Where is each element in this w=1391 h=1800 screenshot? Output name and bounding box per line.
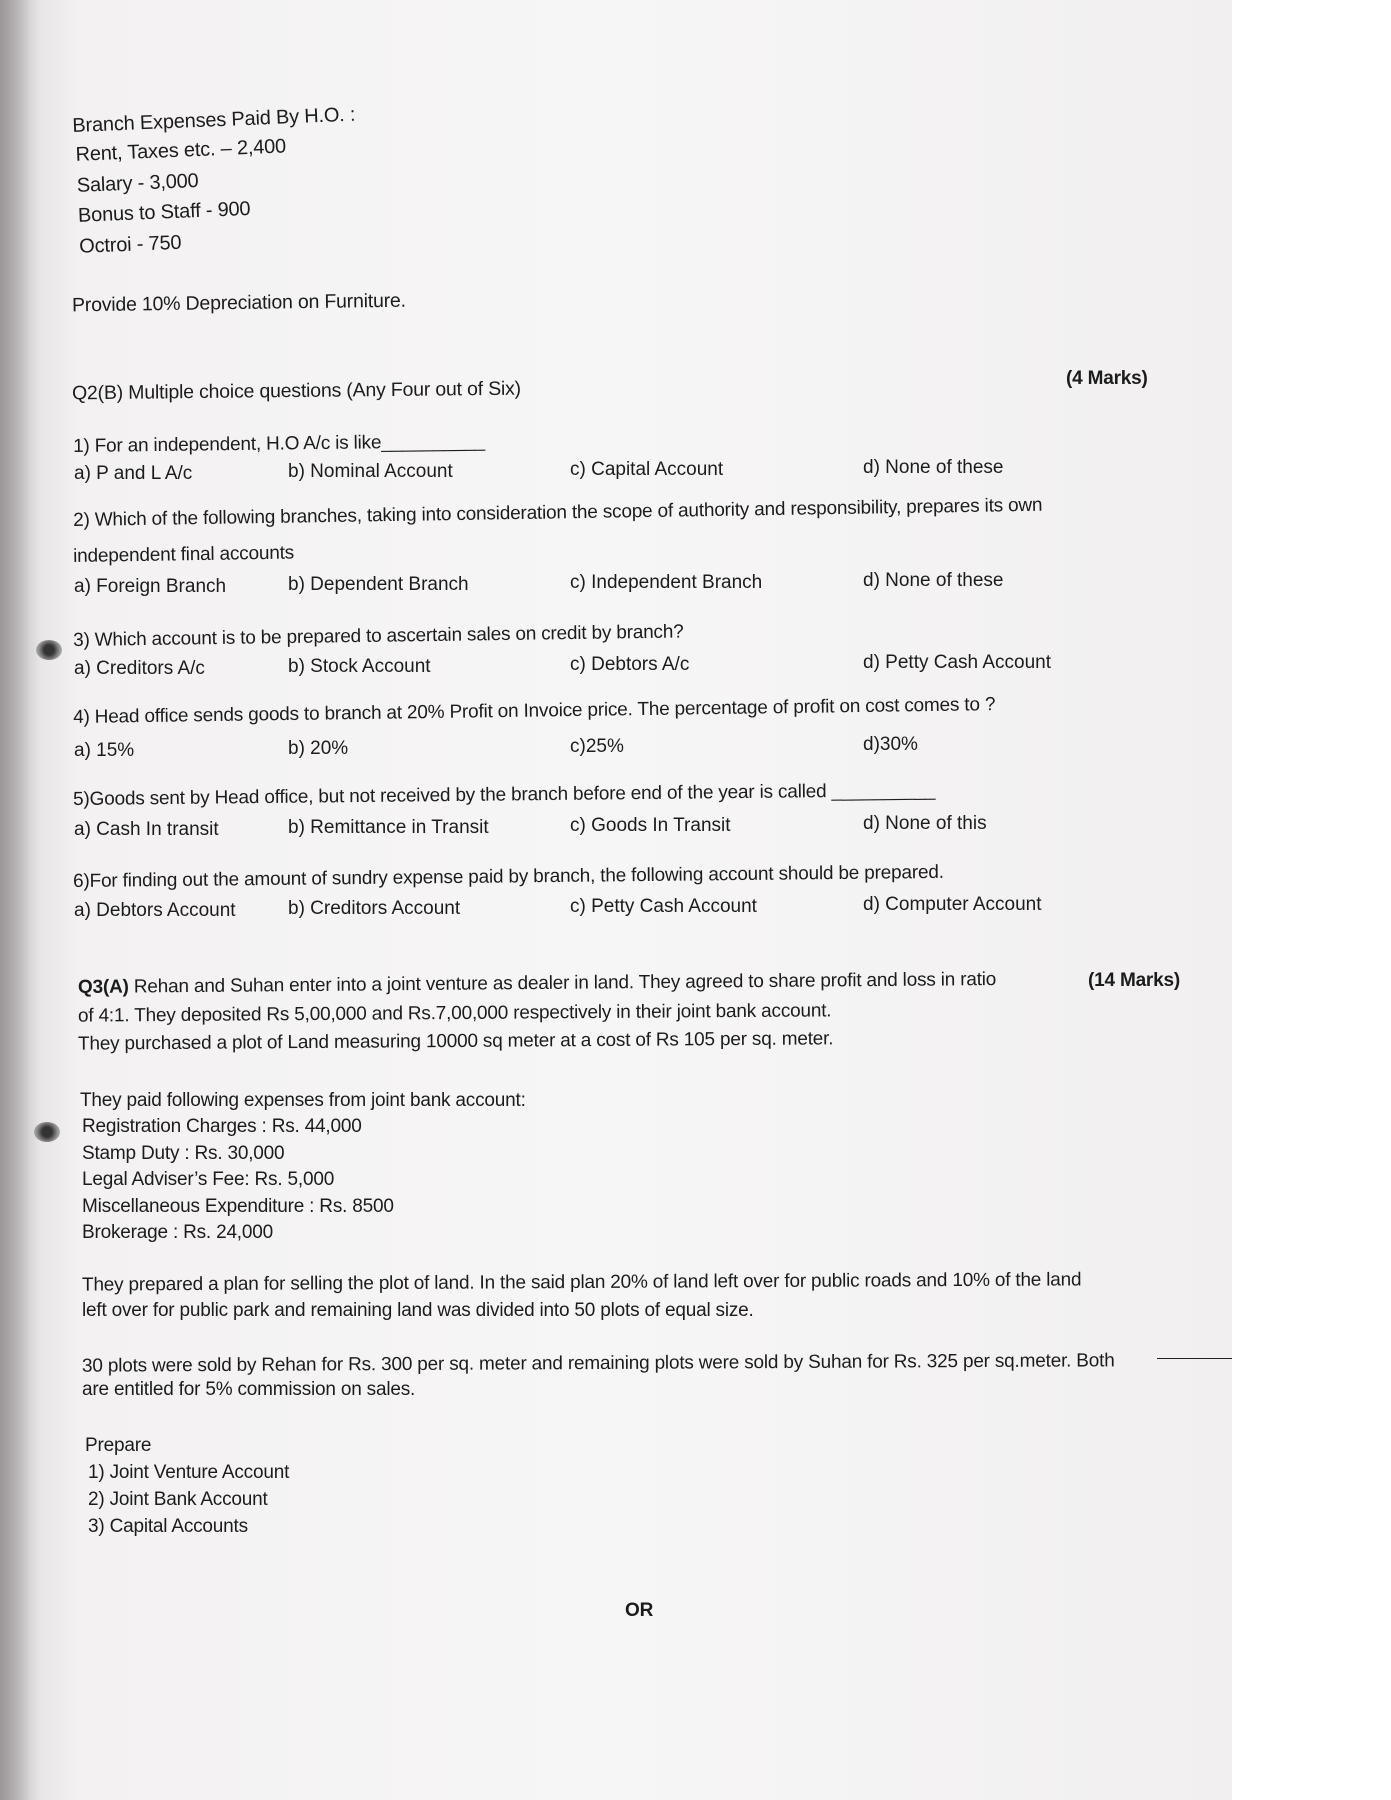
expense-item: Octroi - 750 xyxy=(78,231,182,258)
expense-line: Legal Adviser’s Fee: Rs. 5,000 xyxy=(82,1169,335,1190)
expense-item: Bonus to Staff - 900 xyxy=(77,197,251,227)
option-c: c) Debtors A/c xyxy=(570,654,690,675)
sales-line: 30 plots were sold by Rehan for Rs. 300 per sq. meter and remaining plots were sold by Suhan for Rs. 325 per sq.meter. Both xyxy=(81,1350,1115,1377)
option-c: c) Independent Branch xyxy=(570,572,763,593)
expense-line: Registration Charges : Rs. 44,000 xyxy=(82,1116,362,1137)
question-text: 5)Goods sent by Head office, but not received by the branch before end of the year is called __________ xyxy=(73,779,936,810)
q3a-label: Q3(A) xyxy=(77,976,129,999)
q2b-marks: (4 Marks) xyxy=(1066,368,1148,389)
or-label: OR xyxy=(625,1600,654,1621)
expenses-heading: They paid following expenses from joint bank account: xyxy=(80,1090,526,1111)
option-b: b) Creditors Account xyxy=(288,898,461,919)
expense-item: Rent, Taxes etc. – 2,400 xyxy=(75,135,287,166)
option-b: b) Nominal Account xyxy=(288,461,453,482)
section-heading: Branch Expenses Paid By H.O. : xyxy=(72,103,356,137)
plan-line: They prepared a plan for selling the plot of land. In the said plan 20% of land left over for public roads and 10% of the land xyxy=(81,1269,1082,1296)
question-text: 6)For finding out the amount of sundry expense paid by branch, the following account should be prepared. xyxy=(73,861,944,892)
q3a-intro-line: of 4:1. They deposited Rs 5,00,000 and Rs.7,00,000 respectively in their joint bank account. xyxy=(77,1000,832,1027)
question-text: independent final accounts xyxy=(73,542,295,567)
option-a: a) 15% xyxy=(74,740,135,761)
option-d: d)30% xyxy=(863,734,918,755)
prepare-item: 1) Joint Venture Account xyxy=(88,1462,290,1483)
question-text: 2) Which of the following branches, taking into consideration the scope of authority and responsibility, prepares its own xyxy=(73,494,1043,531)
q3a-intro-line: Rehan and Suhan enter into a joint venture as dealer in land. They agreed to share profit and loss in ratio xyxy=(133,968,997,998)
prepare-item: 3) Capital Accounts xyxy=(88,1516,248,1537)
q3a-marks: (14 Marks) xyxy=(1088,970,1180,991)
option-a: a) Cash In transit xyxy=(74,819,219,840)
option-c: c) Goods In Transit xyxy=(570,815,731,836)
option-d: d) None of these xyxy=(863,457,1004,478)
option-b: b) Stock Account xyxy=(288,656,431,677)
prepare-item: 2) Joint Bank Account xyxy=(88,1489,268,1510)
option-a: a) Foreign Branch xyxy=(74,576,227,597)
option-b: b) Dependent Branch xyxy=(288,574,469,595)
expense-line: Stamp Duty : Rs. 30,000 xyxy=(82,1143,285,1164)
q3a-intro-line: They purchased a plot of Land measuring 10000 sq meter at a cost of Rs 105 per sq. meter. xyxy=(77,1028,834,1055)
expense-item: Salary - 3,000 xyxy=(76,169,199,197)
depreciation-note: Provide 10% Depreciation on Furniture. xyxy=(71,289,406,317)
option-a: a) P and L A/c xyxy=(74,463,193,484)
binder-ring-icon xyxy=(36,640,62,660)
question-text: 1) For an independent, H.O A/c is like__________ xyxy=(73,430,486,457)
prepare-heading: Prepare xyxy=(85,1435,152,1456)
option-c: c) Capital Account xyxy=(570,459,724,480)
option-d: d) Computer Account xyxy=(863,894,1042,915)
binder-ring-icon xyxy=(34,1122,60,1142)
expense-line: Brokerage : Rs. 24,000 xyxy=(82,1222,273,1243)
option-b: b) 20% xyxy=(288,738,349,759)
sales-line: are entitled for 5% commission on sales. xyxy=(82,1379,416,1400)
q2b-title: Q2(B) Multiple choice questions (Any Four out of Six) xyxy=(71,377,522,405)
plan-line: left over for public park and remaining land was divided into 50 plots of equal size. xyxy=(82,1300,754,1321)
margin-line xyxy=(1157,1358,1232,1359)
option-d: d) None of this xyxy=(863,813,987,834)
expense-line: Miscellaneous Expenditure : Rs. 8500 xyxy=(82,1196,394,1217)
question-text: 3) Which account is to be prepared to ascertain sales on credit by branch? xyxy=(73,621,684,651)
option-d: d) Petty Cash Account xyxy=(863,652,1051,673)
option-c: c)25% xyxy=(570,736,624,757)
option-a: a) Creditors A/c xyxy=(74,658,205,679)
option-d: d) None of these xyxy=(863,570,1004,591)
option-a: a) Debtors Account xyxy=(74,900,236,921)
option-c: c) Petty Cash Account xyxy=(570,896,757,917)
option-b: b) Remittance in Transit xyxy=(288,817,489,838)
question-text: 4) Head office sends goods to branch at 20% Profit on Invoice price. The percentage of profit on cost comes to ? xyxy=(73,694,996,728)
